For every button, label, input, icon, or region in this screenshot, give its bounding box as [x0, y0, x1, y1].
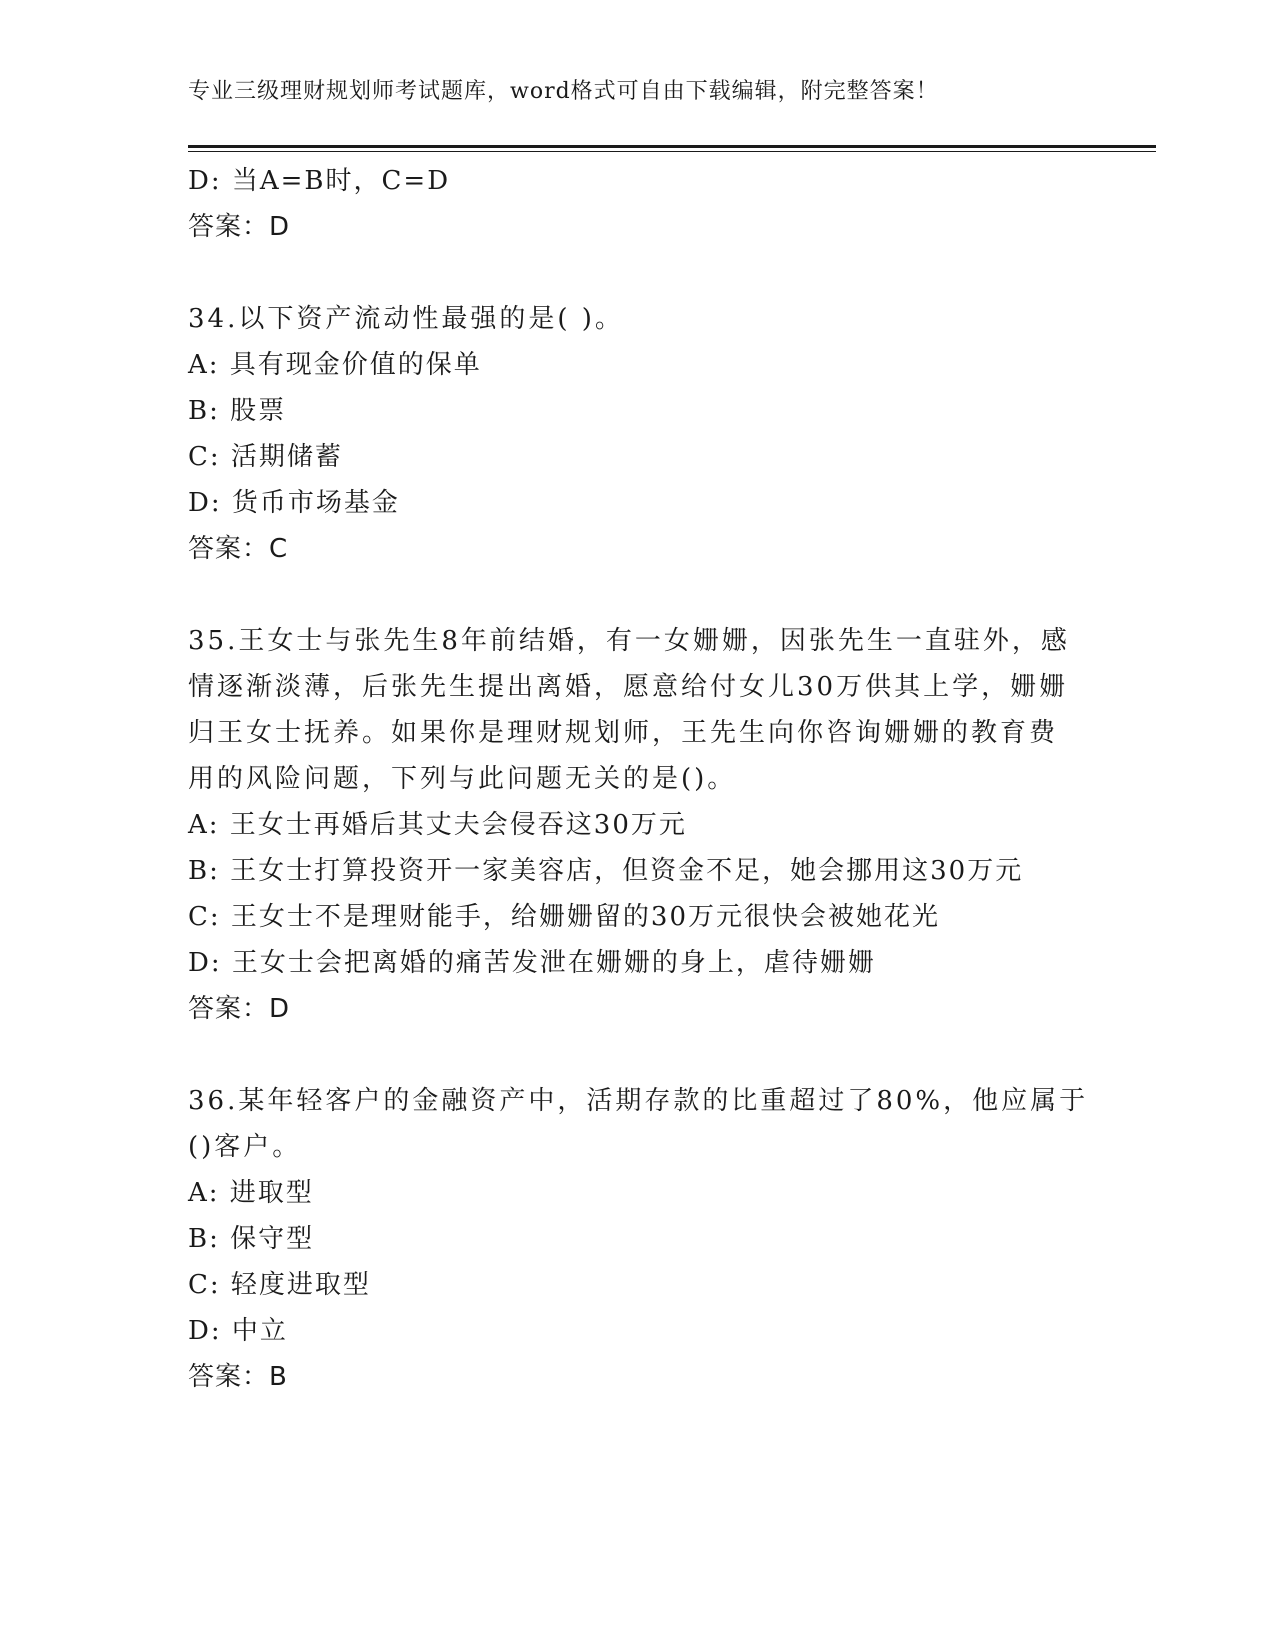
question-stem — [188, 618, 1088, 802]
question-34 — [188, 296, 1088, 572]
stem-line: 情逐渐淡薄，后张先生提出离婚，愿意给付女儿30万供其上学，姗姗 — [188, 672, 1069, 702]
page-header: 专业三级理财规划师考试题库，word格式可自由下载编辑，附完整答案！ — [188, 79, 939, 104]
header-rule-thin — [188, 151, 1156, 152]
option-c: C: 活期储蓄 — [188, 442, 343, 472]
option-d: D: 货币市场基金 — [188, 488, 400, 518]
stem-line: 36.某年轻客户的金融资产中，活期存款的比重超过了80%，他应属于 — [188, 1086, 1089, 1116]
answer-line: 答案：B — [188, 1362, 288, 1392]
option-a: A: 王女士再婚后其丈夫会侵吞这30万元 — [188, 810, 687, 840]
stem-line: ()客户。 — [188, 1132, 302, 1162]
question-stem — [188, 1078, 1088, 1170]
question-36 — [188, 1078, 1088, 1400]
option-d: D: 当A=B时，C=D — [188, 166, 451, 196]
option-b: B: 王女士打算投资开一家美容店，但资金不足，她会挪用这30万元 — [188, 856, 1024, 886]
answer-line: 答案：D — [188, 212, 291, 242]
option-c: C: 王女士不是理财能手，给姗姗留的30万元很快会被她花光 — [188, 902, 941, 932]
option-a: A: 进取型 — [188, 1178, 314, 1208]
option-c: C: 轻度进取型 — [188, 1270, 371, 1300]
stem-line: 用的风险问题，下列与此问题无关的是()。 — [188, 764, 737, 794]
spacer — [188, 250, 1088, 296]
option-b: B: 保守型 — [188, 1224, 315, 1254]
answer-line: 答案：D — [188, 994, 291, 1024]
stem-line: 35.王女士与张先生8年前结婚，有一女姗姗，因张先生一直驻外，感 — [188, 626, 1070, 656]
option-d: D: 中立 — [188, 1316, 288, 1346]
stem-line: 34.以下资产流动性最强的是( )。 — [188, 304, 624, 334]
spacer — [188, 1032, 1088, 1078]
question-stem — [188, 296, 1088, 342]
option-a: A: 具有现金价值的保单 — [188, 350, 482, 380]
document-body — [188, 158, 1088, 1400]
stem-line: 归王女士抚养。如果你是理财规划师，王先生向你咨询姗姗的教育费 — [188, 718, 1059, 748]
answer-line: 答案：C — [188, 534, 289, 564]
option-b: B: 股票 — [188, 396, 287, 426]
question-35 — [188, 618, 1088, 1032]
spacer — [188, 572, 1088, 618]
option-d: D: 王女士会把离婚的痛苦发泄在姗姗的身上，虐待姗姗 — [188, 948, 876, 978]
header-rule-thick — [188, 145, 1156, 148]
